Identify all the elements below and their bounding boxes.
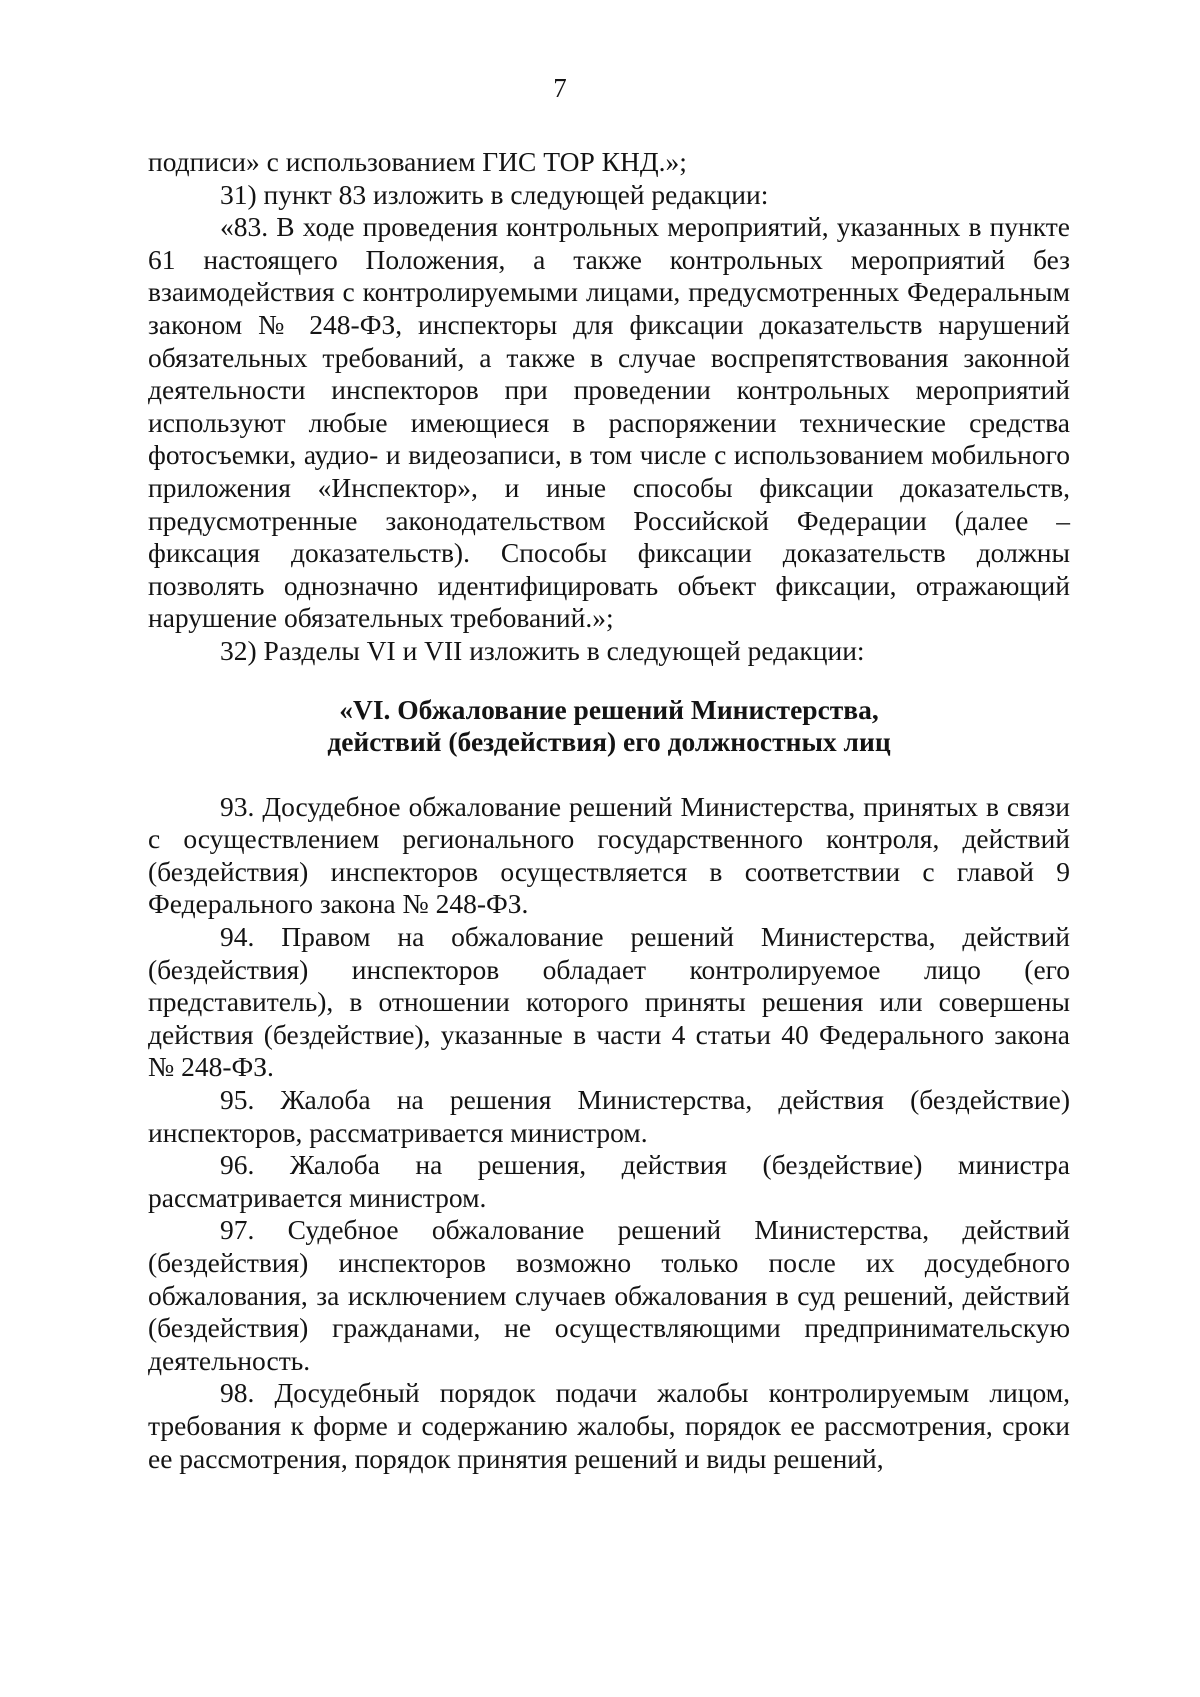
section-heading-line-2: действий (бездействия) его должностных лиц bbox=[327, 726, 891, 758]
paragraph-item-31: 31) пункт 83 изложить в следующей редакции: bbox=[220, 178, 769, 210]
paragraph-clause-95: 95. Жалоба на решения Министерства, действия (бездействие) инспекторов, рассматривается министром. bbox=[148, 1084, 1070, 1148]
page-number: 7 bbox=[553, 73, 567, 103]
section-heading bbox=[148, 694, 1070, 759]
document-body bbox=[148, 146, 1070, 1475]
paragraph-clause-93: 93. Досудебное обжалование решений Министерства, принятых в связи с осуществлением регионального государственного контроля, действий (бездействия) инспекторов осуществляется в соответствии с главой 9 Федерального закона № 248-ФЗ. bbox=[148, 790, 1070, 920]
paragraph-item-32: 32) Разделы VI и VII изложить в следующей редакции: bbox=[220, 634, 865, 666]
paragraph-clause-98: 98. Досудебный порядок подачи жалобы контролируемым лицом, требования к форме и содержанию жалобы, порядок ее рассмотрения, сроки ее рассмотрения, порядок принятия решений и виды решений, bbox=[148, 1377, 1070, 1474]
paragraph-continuation: подписи» с использованием ГИС ТОР КНД.»; bbox=[148, 146, 687, 177]
section-heading-line-1: «VI. Обжалование решений Министерства, bbox=[339, 693, 879, 725]
paragraph-clause-97: 97. Судебное обжалование решений Министерства, действий (бездействия) инспекторов возможно только после их досудебного обжалования, за исключением случаев обжалования в суд решений, действий (бездействия) гражданами, не осуществляющими предпринимательскую деятельность. bbox=[148, 1214, 1070, 1376]
paragraph-clause-94: 94. Правом на обжалование решений Министерства, действий (бездействия) инспекторов обладает контролируемое лицо (его представитель), в отношении которого приняты решения или совершены действия (бездействие), указанные в части 4 статьи 40 Федерального закона № 248-ФЗ. bbox=[148, 921, 1070, 1083]
paragraph-clause-96: 96. Жалоба на решения, действия (бездействие) министра рассматривается министром. bbox=[148, 1149, 1070, 1213]
paragraph-clause-83: «83. В ходе проведения контрольных мероприятий, указанных в пункте 61 настоящего Положения, а также контрольных мероприятий без взаимодействия с контролируемыми лицами, предусмотренных Федеральным законом № 248-ФЗ, инспекторы для фиксации доказательств нарушений обязательных требований, а также в случае воспрепятствования законной деятельности инспекторов при проведении контрольных мероприятий используют любые имеющиеся в распоряжении технические средства фотосъемки, аудио- и видеозаписи, в том числе с использованием мобильного приложения «Инспектор», и иные способы фиксации доказательств, предусмотренные законодательством Российской Федерации (далее – фиксация доказательств). Способы фиксации доказательств должны позволять однозначно идентифицировать объект фиксации, отражающий нарушение обязательных требований.»; bbox=[148, 211, 1070, 634]
